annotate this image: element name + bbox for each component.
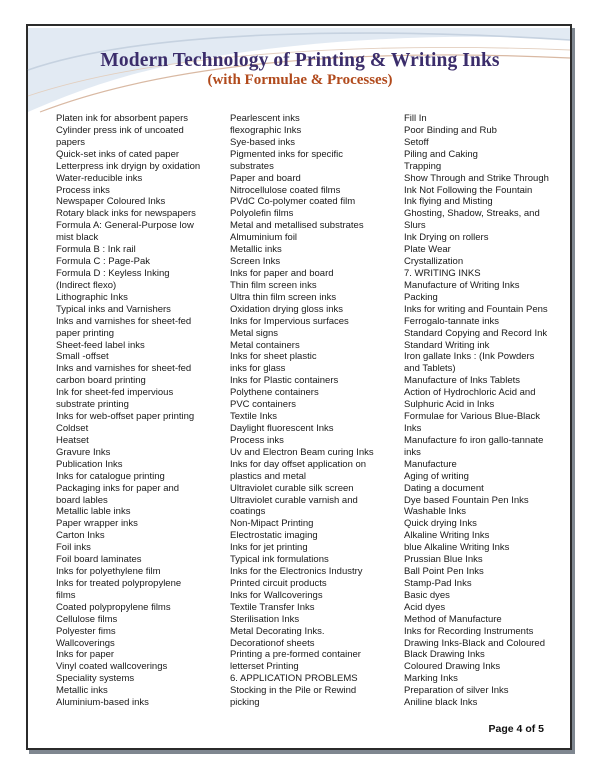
contents-line: Sheet-feed label inks [56,339,145,351]
contents-line: Paper wrapper inks [56,518,138,530]
contents-line: Ferrogalo-tannate inks [404,315,500,327]
contents-line: Formula A: General-Purpose low [56,220,194,232]
contents-line: Oxidation drying gloss inks [230,303,343,315]
contents-line: Typical inks and Varnishers [56,303,171,315]
contents-line: paper printing [56,327,115,339]
contents-line: Inks for treated polypropylene [56,577,182,589]
contents-line: PVC containers [230,399,297,411]
contents-line: Inks for jet printing [230,542,308,554]
contents-column-2 [230,113,400,709]
page-title: Modern Technology of Printing & Writing Inks [100,50,500,71]
contents-line: Piling and Caking [404,148,478,160]
contents-line: (Indirect flexo) [56,279,117,291]
contents-line: Process inks [230,434,284,446]
contents-line: Aniline black Inks [404,697,478,709]
contents-line: Ball Point Pen Inks [404,566,484,578]
contents-line: Metal Decorating Inks. [230,625,325,637]
contents-line: Textile Transfer Inks [230,601,315,613]
contents-line: Dating a document [404,482,484,494]
contents-line: carbon board printing [56,375,146,387]
contents-line: Typical ink formulations [230,554,329,566]
contents-line: Fill In [404,113,427,124]
contents-line: Process inks [56,184,110,196]
contents-line: Formula C : Page-Pak [56,256,150,268]
contents-line: Newspaper Coloured Inks [56,196,166,208]
contents-line: Quick drying Inks [404,518,477,530]
contents-line: Wallcoverings [56,637,115,649]
contents-line: Inks and varnishes for sheet-fed [56,315,192,327]
contents-line: Dye based Fountain Pen Inks [404,494,529,506]
contents-line: Metal signs [230,327,279,339]
contents-line: Textile Inks [230,411,277,423]
contents-line: Quick-set inks of cated paper [56,148,180,160]
contents-line: Daylight fluorescent Inks [230,422,334,434]
contents-line: inks [404,446,421,458]
contents-line: Ink for sheet-fed impervious [56,387,174,399]
contents-line: Polythene containers [230,387,319,399]
contents-line: Aging of writing [404,470,469,482]
contents-line: Black Drawing Inks [404,649,485,661]
contents-line: Stamp-Pad Inks [404,577,472,589]
contents-line: Manufacture of Inks Tablets [404,375,520,387]
contents-line: Crystallization [404,256,464,268]
contents-line: Paper and board [230,172,301,184]
contents-line: Inks for Plastic containers [230,375,339,387]
contents-line: letterset Printing [230,661,299,673]
contents-line: Foil inks [56,542,91,554]
contents-line: films [56,589,76,601]
contents-line: Water-reducible inks [56,172,143,184]
contents-line: Standard Copying and Record Ink [404,327,548,339]
contents-line: Ink flying and Misting [404,196,493,208]
contents-line: Acid dyes [404,601,446,613]
contents-line: Alkaline Writing Inks [404,530,490,542]
contents-line: Washable Inks [404,506,466,518]
contents-line: and Tablets) [404,363,456,375]
contents-line: Show Through and Strike Through [404,172,549,184]
contents-line: Method of Manufacture [404,613,502,625]
contents-line: Ghosting, Shadow, Streaks, and [404,208,540,220]
page-subtitle: (with Formulae & Processes) [207,72,393,88]
contents-line: Rotary black inks for newspapers [56,208,196,220]
contents-line: Poor Binding and Rub [404,124,497,136]
contents-line: Iron gallate Inks : (Ink Powders [404,351,535,363]
contents-line: Carton Inks [56,530,105,542]
contents-column-3 [404,113,554,709]
contents-line: Inks and varnishes for sheet-fed [56,363,192,375]
contents-line: Inks for day offset application on [230,458,367,470]
contents-line: Manufacture of Writing Inks [404,279,520,291]
contents-line: Inks for Recording Instruments [404,625,534,637]
contents-line: Inks for writing and Fountain Pens [404,303,548,315]
contents-line: Inks for web-offset paper printing [56,411,195,423]
contents-line: Metal containers [230,339,300,351]
contents-line: Polyolefin films [230,208,294,220]
contents-line: Nitrocellulose coated films [230,184,341,196]
contents-line: Metallic lable inks [56,506,131,518]
contents-line: Inks for Wallcoverings [230,589,323,601]
contents-line: Coldset [56,422,89,434]
contents-line: Inks for Impervious surfaces [230,315,349,327]
contents-line: PVdC Co-polymer coated film [230,196,356,208]
contents-line: Marking Inks [404,673,458,685]
contents-line: Printing a pre-formed container [230,649,361,661]
contents-line: Polyester fims [56,625,116,637]
contents-line: 7. WRITING INKS [404,267,481,279]
contents-line: Decorationof sheets [230,637,315,649]
contents-line: Formulae for Various Blue-Black [404,411,541,423]
contents-line: Inks for sheet plastic [230,351,317,363]
contents-line: mist black [56,232,99,244]
contents-line: Metallic inks [230,244,282,256]
contents-line: Publication Inks [56,458,123,470]
contents-line: Platen ink for absorbent papers [56,113,189,124]
contents-line: Setoff [404,136,429,148]
contents-line: Inks [404,422,422,434]
contents-line: Metal and metallised substrates [230,220,364,232]
contents-line: Packing [404,291,438,303]
contents-line: Inks for catalogue printing [56,470,165,482]
contents-line: Ultraviolet curable varnish and [230,494,358,506]
contents-line: Cellulose films [56,613,118,625]
contents-line: Inks for the Electronics Industry [230,566,363,578]
contents-line: Non-Mipact Printing [230,518,314,530]
contents-line: 6. APPLICATION PROBLEMS [230,673,358,685]
contents-line: Small -offset [56,351,109,363]
contents-line: Ink Not Following the Fountain [404,184,533,196]
contents-line: Thin film screen inks [230,279,317,291]
contents-line: Slurs [404,220,426,232]
contents-line: Sterilisation Inks [230,613,300,625]
contents-line: Standard Writing ink [404,339,490,351]
contents-line: substrate printing [56,399,129,411]
contents-line: Almuminium foil [230,232,298,244]
contents-line: Sulphuric Acid in Inks [404,399,495,411]
contents-line: Manufacture [404,458,457,470]
contents-line: Metallic inks [56,685,108,697]
contents-line: Aluminium-based inks [56,697,149,709]
contents-line: Printed circuit products [230,577,327,589]
contents-line: Uv and Electron Beam curing Inks [230,446,374,458]
contents-line: Ink Drying on rollers [404,232,489,244]
contents-line: flexographic Inks [230,124,302,136]
contents-line: Inks for paper and board [230,267,334,279]
contents-line: inks for glass [230,363,286,375]
contents-line: Formula D : Keyless Inking [56,267,170,279]
contents-line: Stocking in the Pile or Rewind [230,685,357,697]
contents-line: Drawing Inks-Black and Coloured [404,637,545,649]
contents-line: blue Alkaline Writing Inks [404,542,510,554]
contents-line: Foil board laminates [56,554,142,566]
contents-line: Cylinder press ink of uncoated [56,124,184,136]
contents-line: Inks for polyethylene film [56,566,161,578]
contents-line: Pigmented inks for specific [230,148,343,160]
contents-line: papers [56,136,86,148]
contents-line: Coloured Drawing Inks [404,661,501,673]
contents-line: Ultraviolet curable silk screen [230,482,354,494]
contents-line: coatings [230,506,266,518]
contents-line: Lithographic Inks [56,291,128,303]
contents-line: Manufacture fo iron gallo-tannate [404,434,544,446]
contents-line: Vinyl coated wallcoverings [56,661,168,673]
contents-line: Ultra thin film screen inks [230,291,337,303]
contents-line: Coated polypropylene films [56,601,171,613]
contents-line: Sye-based inks [230,136,295,148]
contents-line: Heatset [56,434,89,446]
contents-line: board lables [56,494,108,506]
contents-line: Formula B : Ink rail [56,244,136,256]
contents-line: Speciality systems [56,673,135,685]
contents-line: Electrostatic imaging [230,530,318,542]
contents-line: Gravure Inks [56,446,111,458]
contents-column-1 [56,113,226,709]
contents-line: Preparation of silver Inks [404,685,509,697]
contents-line: Pearlescent inks [230,113,300,124]
contents-line: substrates [230,160,274,172]
contents-line: Plate Wear [404,244,451,256]
contents-line: Packaging inks for paper and [56,482,180,494]
contents-line: Inks for paper [56,649,115,661]
page-number: Page 4 of 5 [488,723,544,735]
contents-line: Letterpress ink dryign by oxidation [56,160,201,172]
contents-line: picking [230,697,260,709]
contents-line: Prussian Blue Inks [404,554,483,566]
contents-line: Trapping [404,160,442,172]
contents-line: Action of Hydrochloric Acid and [404,387,536,399]
contents-line: Screen Inks [230,256,281,268]
contents-line: plastics and metal [230,470,307,482]
contents-line: Basic dyes [404,589,450,601]
